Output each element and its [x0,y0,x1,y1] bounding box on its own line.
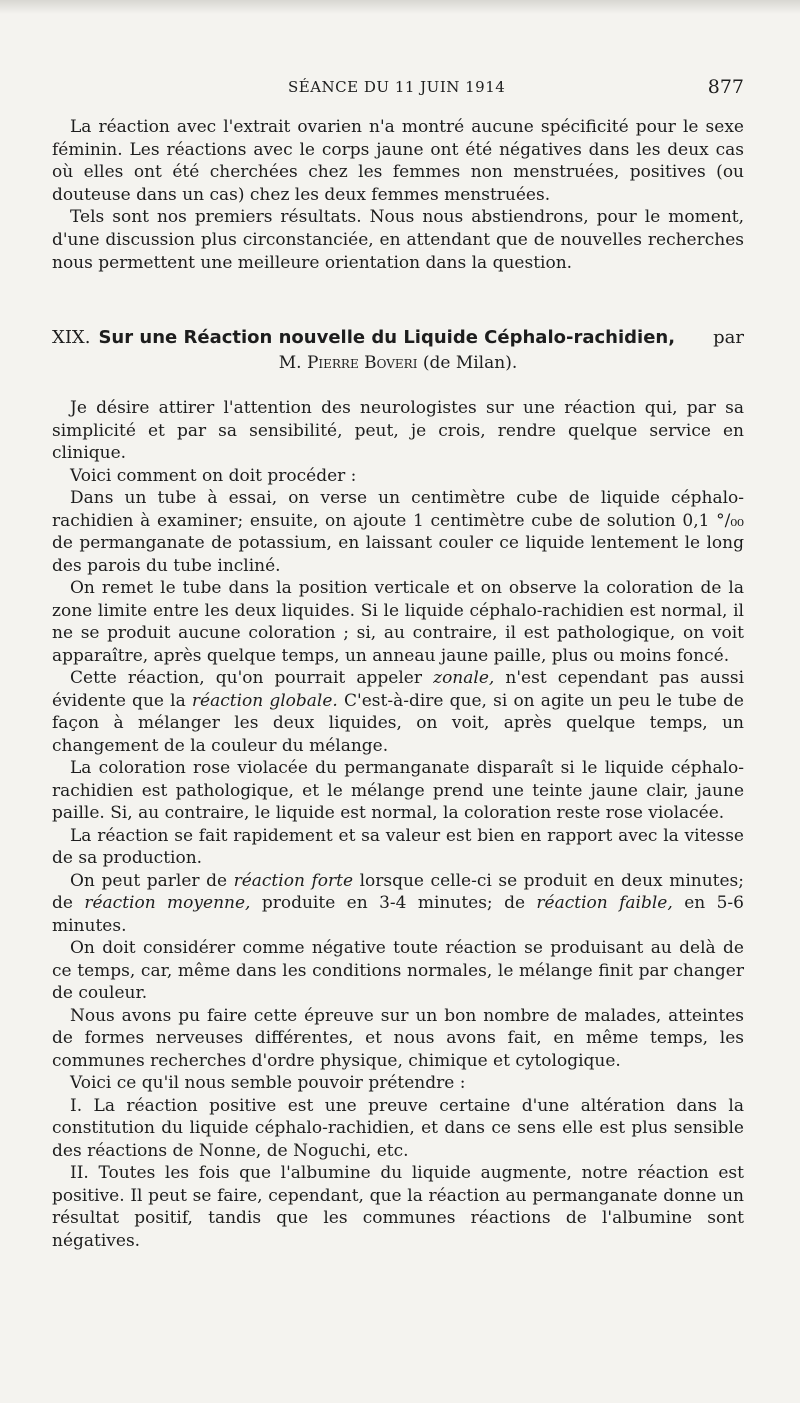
article-number: XIX. [52,327,91,348]
body-paragraph: Nous avons pu faire cette épreuve sur un bon nombre de malades, atteintes de formes nerveuses différentes, et nous avons fait, en même temps, les communes recherches d'ordre physique, chimique et cytologique. [52,1005,744,1071]
italic-term: réaction globale. [191,690,338,711]
body-paragraph: Dans un tube à essai, on verse un centimètre cube de liquide céphalo-rachidien à examiner; ensuite, on ajoute 1 centimètre cube de solution 0,1 °/₀₀ de permanganate de potassium, en laissant couler ce liquide lentement le long des parois du tube incliné. [52,488,744,576]
italic-term: réaction faible, [536,893,673,913]
body-paragraph: Je désire attirer l'attention des neurologistes sur une réaction qui, par sa simplicité et par sa sensibilité, peut, je crois, rendre quelque service en clinique. [52,398,744,463]
text-run: C'est-à-dire que, si on agite un peu le tube de façon à mélanger les deux liquides, on voit, après quelque temps, un changement de la couleur du mélange. [52,690,744,756]
body-paragraph: La réaction se fait rapidement et sa valeur est bien en rapport avec la vitesse de sa production. [52,825,744,868]
text-run: n'est cependant pas aussi évidente que la [52,668,745,711]
text-run: en 5-6 minutes. [52,893,744,936]
body-paragraph [52,667,744,757]
author-prefix: M. [278,353,302,373]
article-author-line [52,351,744,375]
body-paragraph: II. Toutes les fois que l'albumine du liquide augmente, notre réaction est positive. Il peut se faire, cependant, que la réaction au permanganate donne un résultat positif, tandis que les communes réactions de l'albumine sont négatives. [52,1163,744,1251]
page-number: 877 [707,76,744,98]
text-run: On peut parler de [70,870,228,891]
body-paragraph: Voici ce qu'il nous semble pouvoir prétendre : [70,1073,466,1093]
article-heading [52,326,744,375]
author-suffix: (de Milan). [422,353,518,373]
author-name: Pierre Boveri [306,353,418,373]
running-head [52,74,744,104]
text-run: Cette réaction, qu'on pourrait appeler [70,668,422,688]
text-run: lorsque celle-ci se produit en deux minutes; de [52,870,745,913]
article-title: Sur une Réaction nouvelle du Liquide Céphalo-rachidien, [98,327,676,348]
article-body [52,397,744,1252]
body-paragraph: On remet le tube dans la position verticale et on observe la coloration de la zone limite entre les deux liquides. Si le liquide céphalo-rachidien est normal, il ne se produit aucune coloration ; si, au contraire, il est pathologique, on voit apparaître, après quelque temps, un anneau jaune paille, plus ou moins foncé. [52,578,744,666]
body-paragraph [52,870,744,938]
body-paragraph: I. La réaction positive est une preuve certaine d'une altération dans la constitution du liquide céphalo-rachidien, et dans ce sens elle est plus sensible des réactions de Nonne, de Noguchi, etc. [52,1095,744,1161]
intro-section [52,116,744,274]
italic-term: zonale, [433,668,495,688]
body-paragraph: On doit considérer comme négative toute réaction se produisant au delà de ce temps, car, même dans les conditions normales, le mélange finit par changer de couleur. [52,938,744,1003]
italic-term: réaction forte [233,870,353,891]
body-paragraph: La coloration rose violacée du permanganate disparaît si le liquide céphalo-rachidien est pathologique, et le mélange prend une teinte jaune clair, jaune paille. Si, au contraire, le liquide est normal, la coloration reste rose violacée. [52,758,744,823]
running-title: SÉANCE DU 11 JUIN 1914 [288,78,506,96]
intro-paragraph: La réaction avec l'extrait ovarien n'a montré aucune spécificité pour le sexe féminin. Les réactions avec le corps jaune ont été négatives dans les deux cas où elles ont été cherchées chez les femmes non menstruées, positives (ou douteuse dans un cas) chez les deux femmes menstruées. [52,117,744,205]
document-page [52,0,744,1403]
italic-term: réaction moyenne, [84,893,251,913]
body-paragraph: Voici comment on doit procéder : [70,465,357,486]
text-run: produite en 3-4 minutes; de [261,893,526,913]
intro-paragraph: Tels sont nos premiers résultats. Nous nous abstiendrons, pour le moment, d'une discussion plus circonstanciée, en attendant que de nouvelles recherches nous permettent une meilleure orientation dans la question. [52,207,744,273]
article-par: par [713,327,744,348]
